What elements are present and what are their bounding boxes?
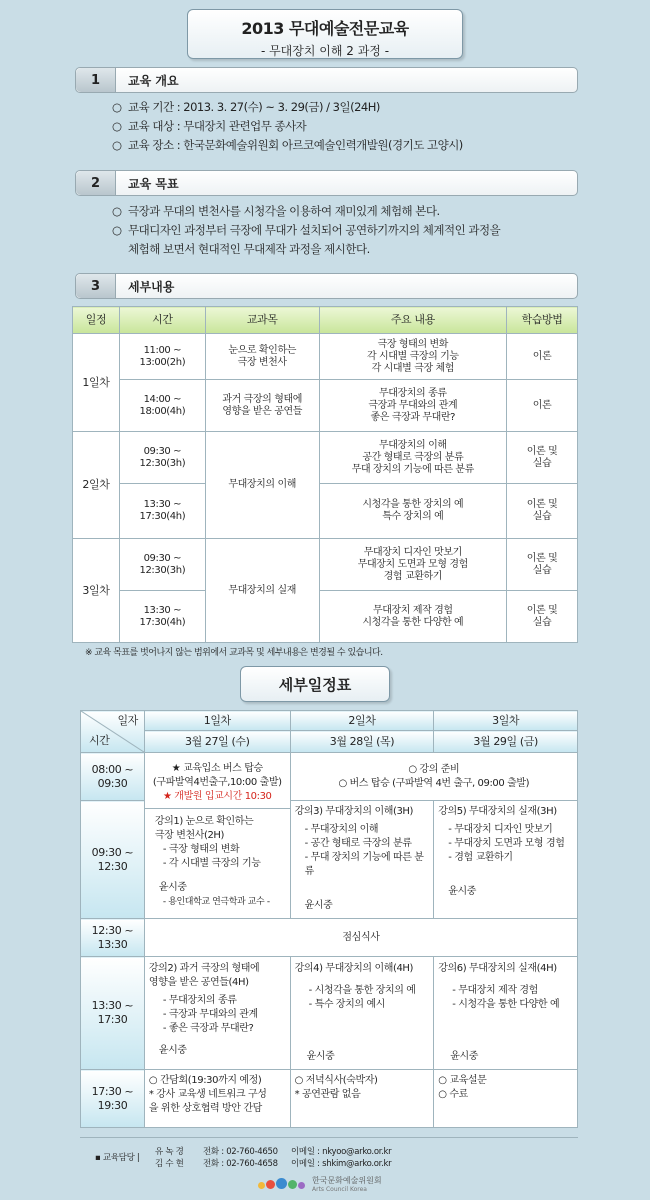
schedule-row [81, 957, 578, 1070]
detail-table [72, 306, 578, 643]
date-header: 3월 28일 (목) [290, 731, 434, 753]
content-cell: 무대장치의 종류 극장과 무대와의 관계 좋은 극장과 무대란? [319, 380, 507, 432]
subject-cell: 눈으로 확인하는 극장 변천사 [205, 334, 319, 380]
section-title: 교육 개요 [128, 73, 179, 88]
section-goals-header [75, 170, 578, 196]
lecture-items: - 무대장치의 종류 - 극장과 무대와의 관계 - 좋은 극장과 무대란? [162, 995, 258, 1034]
contact-email[interactable]: 이메일 : shkim@arko.or.kr [291, 1159, 392, 1169]
section-overview-header [75, 67, 578, 93]
lecture-title: 강의2) 과거 극장의 형태에 영향을 받은 공연들(4H) [148, 963, 260, 988]
contact-row [155, 1146, 391, 1158]
evening-day3-cell: ○ 교육설문 ○ 수료 [434, 1070, 578, 1128]
goal-item-continued: 체험해 보면서 현대적인 무대제작 과정을 제시한다. [128, 242, 370, 256]
logo-name: 한국문화예술위원회 [312, 1175, 382, 1185]
lecturer-name: 윤시중 [450, 1051, 479, 1062]
lecture3-cell [290, 801, 434, 919]
subject-cell: 과거 극장의 형태에 영향을 받은 공연들 [205, 380, 319, 432]
lecture-title: 강의5) 무대장치의 실재(3H) [438, 806, 557, 817]
content-cell: 무대장치의 이해 공간 형태로 극장의 분류 무대 장치의 기능에 따른 분류 [319, 432, 507, 484]
method-cell: 이론 및 실습 [507, 432, 578, 484]
method-cell: 이론 및 실습 [507, 591, 578, 643]
time-cell: 13:30 ~ 17:30(4h) [119, 484, 205, 539]
contact-email[interactable]: 이메일 : nkyoo@arko.or.kr [291, 1147, 392, 1157]
lecture-items: - 시청각을 통한 장치의 예 - 특수 장치의 예시 [308, 985, 416, 1010]
contact-label: ▪ 교육담당 | [95, 1153, 140, 1163]
table-row [73, 484, 578, 539]
section-number: 3 [76, 274, 116, 298]
time-cell: 09:30 ~ 12:30(3h) [119, 432, 205, 484]
lecturer-name: 윤시중 [306, 1051, 335, 1062]
goal-item: ○ 무대디자인 과정부터 극장에 무대가 설치되어 공연하기까지의 체계적인 과정을 [112, 223, 501, 237]
corner-day-label: 일자 [117, 714, 138, 727]
logo-dots-icon [258, 1174, 306, 1193]
footer-divider [80, 1137, 578, 1138]
method-cell: 이론 및 실습 [507, 539, 578, 591]
lecture5-cell [434, 801, 578, 919]
time-cell: 14:00 ~ 18:00(4h) [119, 380, 205, 432]
header-cell: 일정 [73, 307, 120, 334]
lecturer-name: 윤시중 [304, 900, 333, 911]
lecture6-cell [434, 957, 578, 1070]
lecture-title: 강의6) 무대장치의 실재(4H) [438, 963, 557, 974]
day-cell: 2일차 [73, 432, 120, 539]
contact-phone: 전화 : 02-760-4658 [203, 1159, 278, 1169]
subject-cell: 무대장치의 이해 [205, 432, 319, 539]
section-number: 2 [76, 171, 116, 195]
header-cell: 시간 [119, 307, 205, 334]
time-label: 09:30 ~ 12:30 [81, 801, 145, 919]
lecture4-cell [290, 957, 434, 1070]
header-cell: 주요 내용 [319, 307, 507, 334]
schedule-date-row [81, 731, 578, 753]
overview-period: ○ 교육 기간 : 2013. 3. 27(수) ~ 3. 29(금) / 3일(24H) [112, 100, 380, 114]
section-title: 세부내용 [128, 279, 175, 294]
overview-place: ○ 교육 장소 : 한국문화예술위원회 아르코예술인력개발원(경기도 고양시) [112, 138, 463, 152]
contact-name: 유 녹 경 [155, 1147, 184, 1157]
subject-cell: 무대장치의 실재 [205, 539, 319, 643]
lecture-title: 강의1) 눈으로 확인하는 극장 변천사(2H) [154, 816, 254, 841]
header-cell: 학습방법 [507, 307, 578, 334]
time-label: 12:30 ~ 13:30 [81, 919, 145, 957]
time-cell: 13:30 ~ 17:30(4h) [119, 591, 205, 643]
lecture-items: - 무대장치 제작 경험 - 시청각을 통한 다양한 예 [452, 985, 560, 1010]
day-header: 3일차 [434, 711, 578, 731]
time-cell: 09:30 ~ 12:30(3h) [119, 539, 205, 591]
section-title: 교육 목표 [128, 176, 179, 191]
lecture-title: 강의4) 무대장치의 이해(4H) [294, 963, 414, 974]
lecturer-affiliation: - 용인대학교 연극학과 교수 - [162, 897, 270, 907]
lecture2-cell [144, 957, 290, 1070]
day-header: 1일차 [144, 711, 290, 731]
lecturer-name: 윤시중 [158, 1045, 187, 1056]
contact-info [95, 1146, 391, 1170]
table-row [73, 539, 578, 591]
schedule-row [81, 1070, 578, 1128]
corner-time-label: 시간 [89, 734, 110, 747]
change-notice: ※ 교육 목표를 벗어나지 않는 범위에서 교과목 및 세부내용은 변경될 수 있습니다. [85, 648, 383, 658]
schedule-day-row [81, 711, 578, 731]
day23-morning-cell: ○ 강의 준비 ○ 버스 탑승 (구파발역 4번 출구, 09:00 출발) [290, 753, 577, 801]
page-title-box [187, 9, 463, 59]
goals-list [112, 202, 500, 259]
evening-day1-cell: ○ 간담회(19:30까지 예정) * 강사 교육생 네트워크 구성 을 위한 상호협력 방안 간담 [144, 1070, 290, 1128]
lecture-items: - 극장 형태의 변화 - 각 시대별 극장의 기능 [162, 844, 261, 869]
day-cell: 1일차 [73, 334, 120, 432]
content-cell: 극장 형태의 변화 각 시대별 극장의 기능 각 시대별 극장 체험 [319, 334, 507, 380]
contact-phone: 전화 : 02-760-4650 [203, 1147, 278, 1157]
time-label: 13:30 ~ 17:30 [81, 957, 145, 1070]
evening-day2-cell: ○ 저녁식사(숙박자) * 공연관람 없음 [290, 1070, 434, 1128]
schedule-table [80, 710, 578, 1128]
method-cell: 이론 [507, 380, 578, 432]
overview-target: ○ 교육 대상 : 무대장치 관련업무 종사자 [112, 119, 307, 133]
schedule-row [81, 753, 578, 801]
day-header: 2일차 [290, 711, 434, 731]
corner-cell [81, 711, 145, 753]
lecture-items: - 무대장치 디자인 맛보기 - 무대장치 도면과 모형 경험 - 경험 교환하기 [448, 824, 565, 863]
time-label: 17:30 ~ 19:30 [81, 1070, 145, 1128]
lecture-title: 강의3) 무대장치의 이해(3H) [294, 806, 414, 817]
lecturer-name: 윤시중 [448, 886, 477, 897]
logo-subname: Arts Council Korea [312, 1185, 367, 1193]
table-row [73, 591, 578, 643]
method-cell: 이론 및 실습 [507, 484, 578, 539]
bus-boarding: ★ 교육입소 버스 탑승 (구파발역4번출구,10:00 출발) [152, 763, 282, 788]
schedule-title: 세부일정표 [240, 666, 390, 702]
table-row [73, 380, 578, 432]
contact-name: 김 수 현 [155, 1159, 184, 1169]
overview-list [112, 98, 463, 155]
arko-logo [258, 1174, 382, 1193]
time-label: 08:00 ~ 09:30 [81, 753, 145, 801]
day1-morning-cell [144, 753, 290, 919]
lunch-cell: 점심식사 [144, 919, 577, 957]
content-cell: 무대장치 디자인 맛보기 무대장치 도면과 모형 경험 경험 교환하기 [319, 539, 507, 591]
section-details-header [75, 273, 578, 299]
lecture-items: - 무대장치의 이해 - 공간 형태로 극장의 분류 - 무대 장치의 기능에 따른 분류 [304, 824, 424, 877]
detail-table-header [73, 307, 578, 334]
goal-item: ○ 극장과 무대의 변천사를 시청각을 이용하여 재미있게 체험해 본다. [112, 204, 440, 218]
method-cell: 이론 [507, 334, 578, 380]
contact-row [155, 1158, 391, 1170]
content-cell: 시청각을 통한 장치의 예 특수 장치의 예 [319, 484, 507, 539]
header-cell: 교과목 [205, 307, 319, 334]
date-header: 3월 27일 (수) [144, 731, 290, 753]
page-subtitle: - 무대장치 이해 2 과정 - [260, 44, 390, 58]
day-cell: 3일차 [73, 539, 120, 643]
time-cell: 11:00 ~ 13:00(2h) [119, 334, 205, 380]
date-header: 3월 29일 (금) [434, 731, 578, 753]
content-cell: 무대장치 제작 경험 시청각을 통한 다양한 예 [319, 591, 507, 643]
page-title: 2013 무대예술전문교육 [241, 19, 409, 38]
table-row [73, 334, 578, 380]
lecturer-name: 윤시중 [158, 882, 187, 893]
section-number: 1 [76, 68, 116, 92]
table-row [73, 432, 578, 484]
entry-time: ★ 개발원 입교시간 10:30 [162, 791, 272, 802]
schedule-row [81, 919, 578, 957]
